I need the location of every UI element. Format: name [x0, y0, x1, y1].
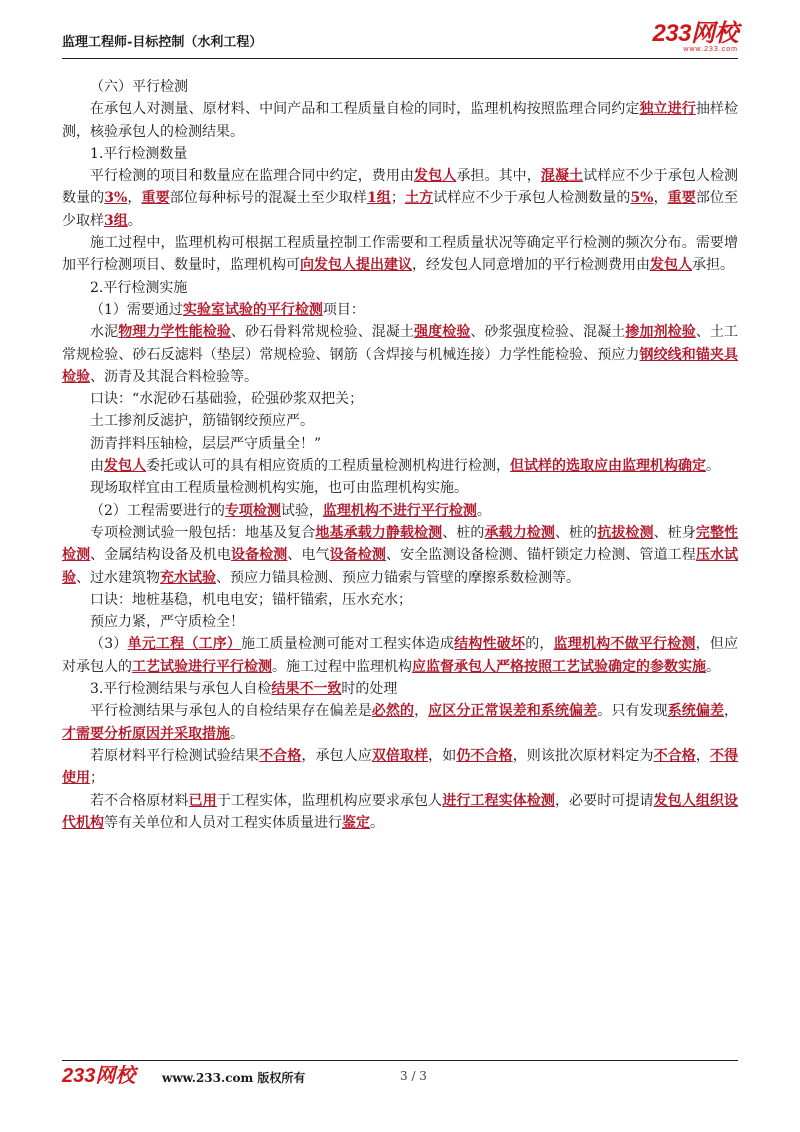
highlighted-text: 系统偏差: [667, 703, 725, 720]
text-segment: 试样应不少于承包人检测数量的: [433, 190, 631, 207]
text-segment: ，则该批次原材料定为: [512, 747, 654, 764]
paragraph: [62, 455, 738, 477]
text-segment: ，: [127, 190, 142, 207]
highlighted-text: 5%: [630, 190, 654, 207]
text-segment: 、桩的: [442, 524, 485, 541]
paragraph: [62, 388, 738, 410]
paragraph: [62, 589, 738, 611]
highlighted-text: 监理机构不进行平行检测: [322, 502, 477, 519]
text-segment: 项目：: [322, 301, 365, 318]
highlighted-text: 不得使用: [62, 747, 739, 787]
text-segment: 水泥: [90, 324, 119, 341]
text-segment: 若原材料平行检测试验结果: [90, 747, 260, 764]
text-segment: 、金属结构设备及机电: [90, 547, 232, 564]
text-segment: 。只有发现: [597, 703, 668, 720]
text-segment: 、过水建筑物: [76, 569, 160, 586]
text-segment: 2.平行检测实施: [90, 279, 188, 296]
highlighted-text: 发包人: [414, 168, 457, 185]
text-segment: 。: [476, 502, 491, 519]
text-segment: 。: [370, 814, 384, 831]
page-number: 3 / 3: [400, 1069, 427, 1083]
page-header: [62, 22, 738, 59]
highlighted-text: 混凝土: [540, 168, 584, 185]
highlighted-text: 实验室试验的平行检测: [182, 301, 323, 318]
highlighted-text: 已用: [188, 792, 217, 809]
highlighted-text: 才需要分析原因并采取措施: [62, 725, 230, 742]
highlighted-text: 不合格: [653, 747, 696, 764]
highlighted-text: 结果不一致: [271, 681, 342, 698]
text-segment: （3）: [90, 636, 128, 653]
highlighted-text: 3%: [104, 190, 128, 207]
logo-text: 233网校: [652, 20, 738, 47]
text-segment: 土工掺剂反滤护，筋锚钢绞预应严。: [90, 413, 314, 430]
text-segment: 、桩的: [554, 524, 598, 541]
highlighted-text: 钢绞线和锚夹具检验: [62, 346, 739, 385]
text-segment: ，: [695, 747, 710, 764]
text-segment: 委托或认可的具有相应资质的工程质量检测机构进行检测，: [146, 458, 510, 475]
document-body: [62, 76, 738, 834]
text-segment: 部位每种标号的混凝土至少取样: [169, 190, 367, 207]
page-footer: [62, 1060, 738, 1087]
highlighted-text: 独立进行: [639, 101, 696, 118]
highlighted-text: 监理机构不做平行检测: [553, 636, 696, 653]
text-segment: ，承包人应: [301, 747, 372, 764]
paragraph: [62, 522, 738, 589]
text-segment: （1）需要通过: [90, 301, 183, 318]
text-segment: 施工质量检测可能对工程实体造成: [241, 636, 455, 653]
highlighted-text: 发包人组织设代机构: [62, 792, 739, 831]
text-segment: 。施工过程中监理机构: [272, 658, 412, 675]
paragraph: [62, 98, 738, 143]
highlighted-text: 进行工程实体检测: [442, 792, 555, 809]
text-segment: 施工过程中，监理机构可根据工程质量控制工作需要和工程质量状况等确定平行检测的频次分布。需要增加平行检测项目、数量时，监理机构可: [62, 235, 738, 274]
text-segment: （六）平行检测: [90, 79, 188, 95]
text-segment: 口诀：“水泥砂石基础验，砼强砂浆双把关；: [90, 391, 364, 408]
text-segment: 若不合格原材料: [90, 792, 189, 809]
logo-url: www.233.com: [683, 46, 738, 53]
text-segment: ；: [90, 770, 104, 787]
paragraph: [62, 633, 738, 678]
highlighted-text: 掺加剂检验: [625, 324, 696, 341]
text-segment: ，: [724, 703, 739, 720]
copyright-text: www.233.com 版权所有: [162, 1071, 306, 1085]
text-segment: 。: [230, 725, 244, 742]
text-segment: 在承包人对测量、原材料、中间产品和工程质量自检的同时，监理机构按照监理合同约定: [90, 101, 640, 118]
text-segment: 平行检测的项目和数量应在监理合同中约定，费用由: [90, 168, 415, 185]
text-segment: 承担。其中，: [456, 168, 541, 185]
highlighted-text: 1组: [366, 190, 391, 207]
paragraph: [62, 611, 738, 633]
highlighted-text: 应监督承包人严格按照工艺试验确定的参数实施: [412, 658, 706, 675]
highlighted-text: 必然的: [371, 703, 415, 720]
text-segment: 承担。: [692, 257, 734, 274]
highlighted-text: 压水试验: [62, 547, 739, 586]
paragraph: [62, 500, 738, 522]
text-segment: 。: [127, 212, 142, 229]
text-segment: ；: [390, 190, 405, 207]
highlighted-text: 发包人: [650, 257, 692, 274]
paragraph: [62, 277, 738, 299]
text-segment: （2）工程需要进行的: [90, 502, 225, 519]
paragraph: [62, 321, 738, 388]
paragraph: [62, 745, 738, 790]
text-segment: 、电气: [287, 547, 330, 564]
highlighted-text: 3组: [104, 212, 128, 229]
text-segment: ，如: [428, 747, 457, 764]
paragraph: [62, 433, 738, 455]
text-segment: ，经发包人同意增加的平行检测费用由: [412, 257, 650, 274]
document-title: 监理工程师-目标控制（水利工程）: [62, 35, 263, 50]
paragraph: [62, 299, 738, 321]
text-segment: 1.平行检测数量: [90, 145, 188, 162]
paragraph: [62, 76, 738, 98]
text-segment: 试样应不少于承包人检测数量的: [62, 168, 739, 207]
paragraph: [62, 678, 738, 700]
highlighted-text: 设备检测: [231, 547, 288, 564]
highlighted-text: 物理力学性能检验: [118, 324, 231, 341]
highlighted-text: 工艺试验进行平行检测: [132, 658, 272, 675]
text-segment: ，: [414, 703, 429, 720]
text-segment: 时的处理: [341, 681, 398, 698]
text-segment: ，但应对承包人的: [62, 636, 739, 675]
text-segment: 试验，: [280, 502, 323, 519]
highlighted-text: 仍不合格: [456, 747, 513, 764]
text-segment: 。: [706, 458, 720, 475]
highlighted-text: 专项检测: [224, 502, 281, 519]
text-segment: 、预应力锚具检测、预应力锚索与管壁的摩擦系数检测等。: [216, 569, 580, 586]
brand-logo: [652, 22, 738, 54]
text-segment: 的，: [525, 636, 554, 653]
paragraph: [62, 477, 738, 499]
text-segment: 专项检测试验一般包括：地基及复合: [90, 524, 316, 541]
highlighted-text: 强度检验: [414, 324, 471, 341]
paragraph: [62, 790, 738, 835]
highlighted-text: 双倍取样: [371, 747, 429, 764]
text-segment: 现场取样宜由工程质量检测机构实施，也可由监理机构实施。: [90, 480, 468, 497]
text-segment: 等有关单位和人员对工程实体质量进行: [104, 814, 342, 831]
highlighted-text: 应区分正常误差和系统偏差: [428, 703, 598, 720]
text-segment: 。: [706, 658, 720, 675]
text-segment: 、沥青及其混合料检验等。: [90, 368, 258, 385]
text-segment: 口诀：地桩基稳，机电电安；锚杆锚索，压水充水；: [90, 591, 412, 608]
paragraph: [62, 700, 738, 745]
text-segment: 部位至少取样: [62, 190, 739, 229]
paragraph: [62, 165, 738, 232]
highlighted-text: 完整性检测: [62, 524, 739, 564]
text-segment: 、土工常规检验、砂石反滤料（垫层）常规检验、钢筋（含焊接与机械连接）力学性能检验、预应力: [62, 324, 739, 363]
text-segment: 由: [90, 458, 104, 475]
text-segment: 、砂石骨料常规检验、混凝土: [230, 324, 415, 341]
highlighted-text: 结构性破坏: [454, 636, 526, 653]
text-segment: 平行检测结果与承包人的自检结果存在偏差是: [90, 703, 372, 720]
highlighted-text: 向发包人提出建议: [300, 257, 412, 274]
footer-logo: 233网校: [62, 1065, 136, 1087]
text-segment: 、桩身: [653, 524, 696, 541]
text-segment: 沥青拌料压轴检，层层严守质量全！”: [90, 435, 322, 452]
highlighted-text: 不合格: [259, 747, 302, 764]
text-segment: 抽样检测，核验承包人的检测结果。: [62, 101, 739, 140]
paragraph: [62, 232, 738, 277]
highlighted-text: 但试样的选取应由监理机构确定: [510, 458, 706, 475]
highlighted-text: 设备检测: [329, 547, 386, 564]
text-segment: ，: [653, 190, 668, 207]
highlighted-text: 充水试验: [160, 569, 216, 586]
text-segment: ，必要时可提请: [554, 792, 654, 809]
highlighted-text: 承载力检测: [484, 524, 555, 541]
highlighted-text: 单元工程（工序）: [127, 636, 242, 653]
text-segment: 、砂浆强度检验、混凝土: [470, 324, 626, 341]
highlighted-text: 土方: [404, 190, 434, 207]
paragraph: [62, 410, 738, 432]
highlighted-text: 发包人: [104, 458, 146, 475]
text-segment: 于工程实体，监理机构应要求承包人: [216, 792, 443, 809]
text-segment: 3.平行检测结果与承包人自检: [90, 681, 272, 698]
highlighted-text: 抗拔检测: [597, 524, 654, 541]
highlighted-text: 重要: [667, 190, 696, 207]
text-segment: 预应力紧，严守质检全！: [90, 614, 244, 631]
highlighted-text: 地基承载力静载检测: [315, 524, 443, 541]
paragraph: [62, 143, 738, 165]
highlighted-text: 重要: [141, 190, 170, 207]
highlighted-text: 鉴定: [342, 814, 370, 831]
text-segment: 、安全监测设备检测、锚杆锁定力检测、管道工程: [385, 547, 696, 564]
